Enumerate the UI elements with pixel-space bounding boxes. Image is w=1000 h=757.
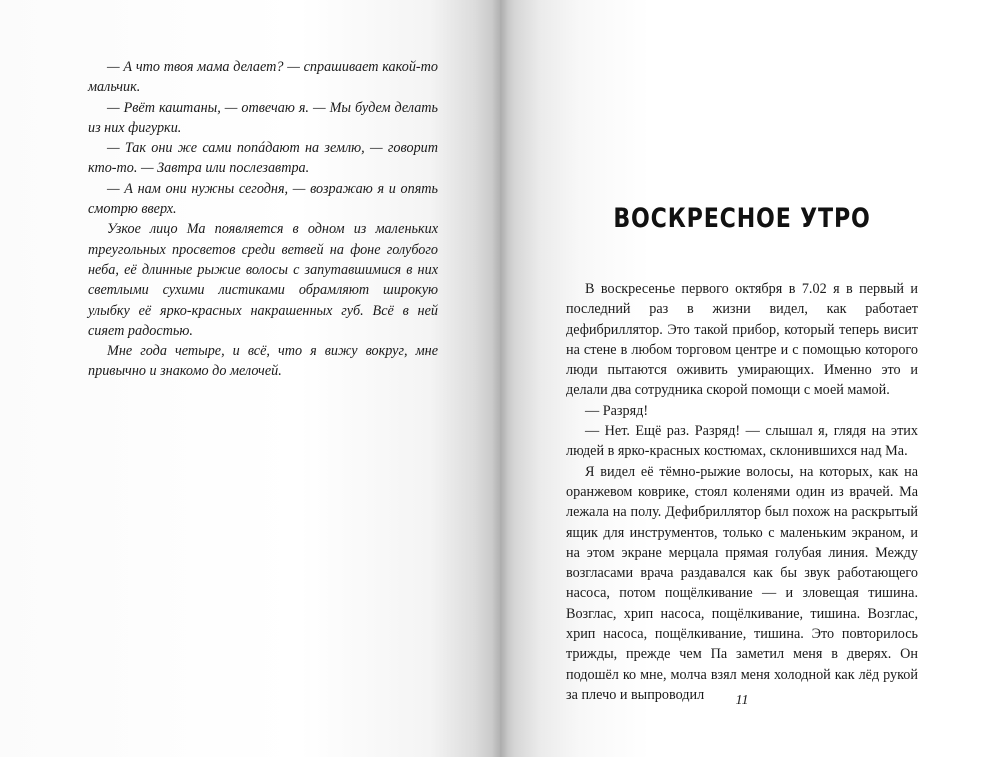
left-page-text (88, 57, 438, 382)
paragraph: — Нет. Ещё раз. Разряд! — слышал я, глядя на этих людей в ярко-красных костюмах, склонившихся над Ма. (566, 423, 918, 460)
paragraph: — Разряд! (585, 402, 649, 419)
book-gutter (492, 0, 508, 757)
right-page-text (566, 279, 918, 705)
paragraph: Узкое лицо Ма появляется в одном из маленьких треугольных просветов среди ветвей на фоне голубого неба, её длинные рыжие волосы с запутавшимися в них светлыми сухими листиками обрамляют широкую улыбку её ярко-красных накрашенных губ. Всё в ней сияет радостью. (88, 221, 438, 339)
paragraph: — А нам они нужны сегодня, — возражаю я и опять смотрю вверх. (88, 180, 438, 218)
paragraph: — Рвёт каштаны, — отвечаю я. — Мы будем делать из них фигурки. (88, 99, 438, 136)
paragraph: Я видел её тёмно-рыжие волосы, на которых, как на оранжевом коврике, стоял коленями один из врачей. Ма лежала на полу. Дефибриллятор был похож на раскрытый ящик для инструментов, только с маленьким экраном, и на этом экране мерцала прямая голубая линия. Между возгласами врача раздавался как бы звук работающего насоса, потом пощёлкивание — и зловещая тишина. Возглас, хрип насоса, пощёлкивание, тишина. Возглас, хрип насоса, пощёлкивание, тишина. Это повторилось трижды, прежде чем Па заметил меня в дверях. Он подошёл ко мне, молча взял меня холодной как лёд рукой за плечо и выпроводил (566, 463, 918, 703)
paragraph: В воскресенье первого октября в 7.02 я в первый и последний раз в жизни видел, как работает дефибриллятор. Это такой прибор, который теперь висит на стене в любом торговом центре и с помощью которого люди пытаются оживить умирающих. Именно это и делали два сотрудника скорой помощи с моей мамой. (566, 281, 918, 399)
page-number: 11 (735, 693, 749, 708)
paragraph: — Так они же сами попáдают на землю, — говорит кто-то. — Завтра или послезавтра. (88, 140, 438, 177)
paragraph: Мне года четыре, и всё, что я вижу вокруг, мне привычно и знакомо до мелочей. (88, 343, 438, 380)
chapter-title: ВОСКРЕСНОЕ УТРО (613, 203, 871, 234)
paragraph: — А что твоя мама делает? — спрашивает какой-то мальчик. (88, 59, 438, 96)
